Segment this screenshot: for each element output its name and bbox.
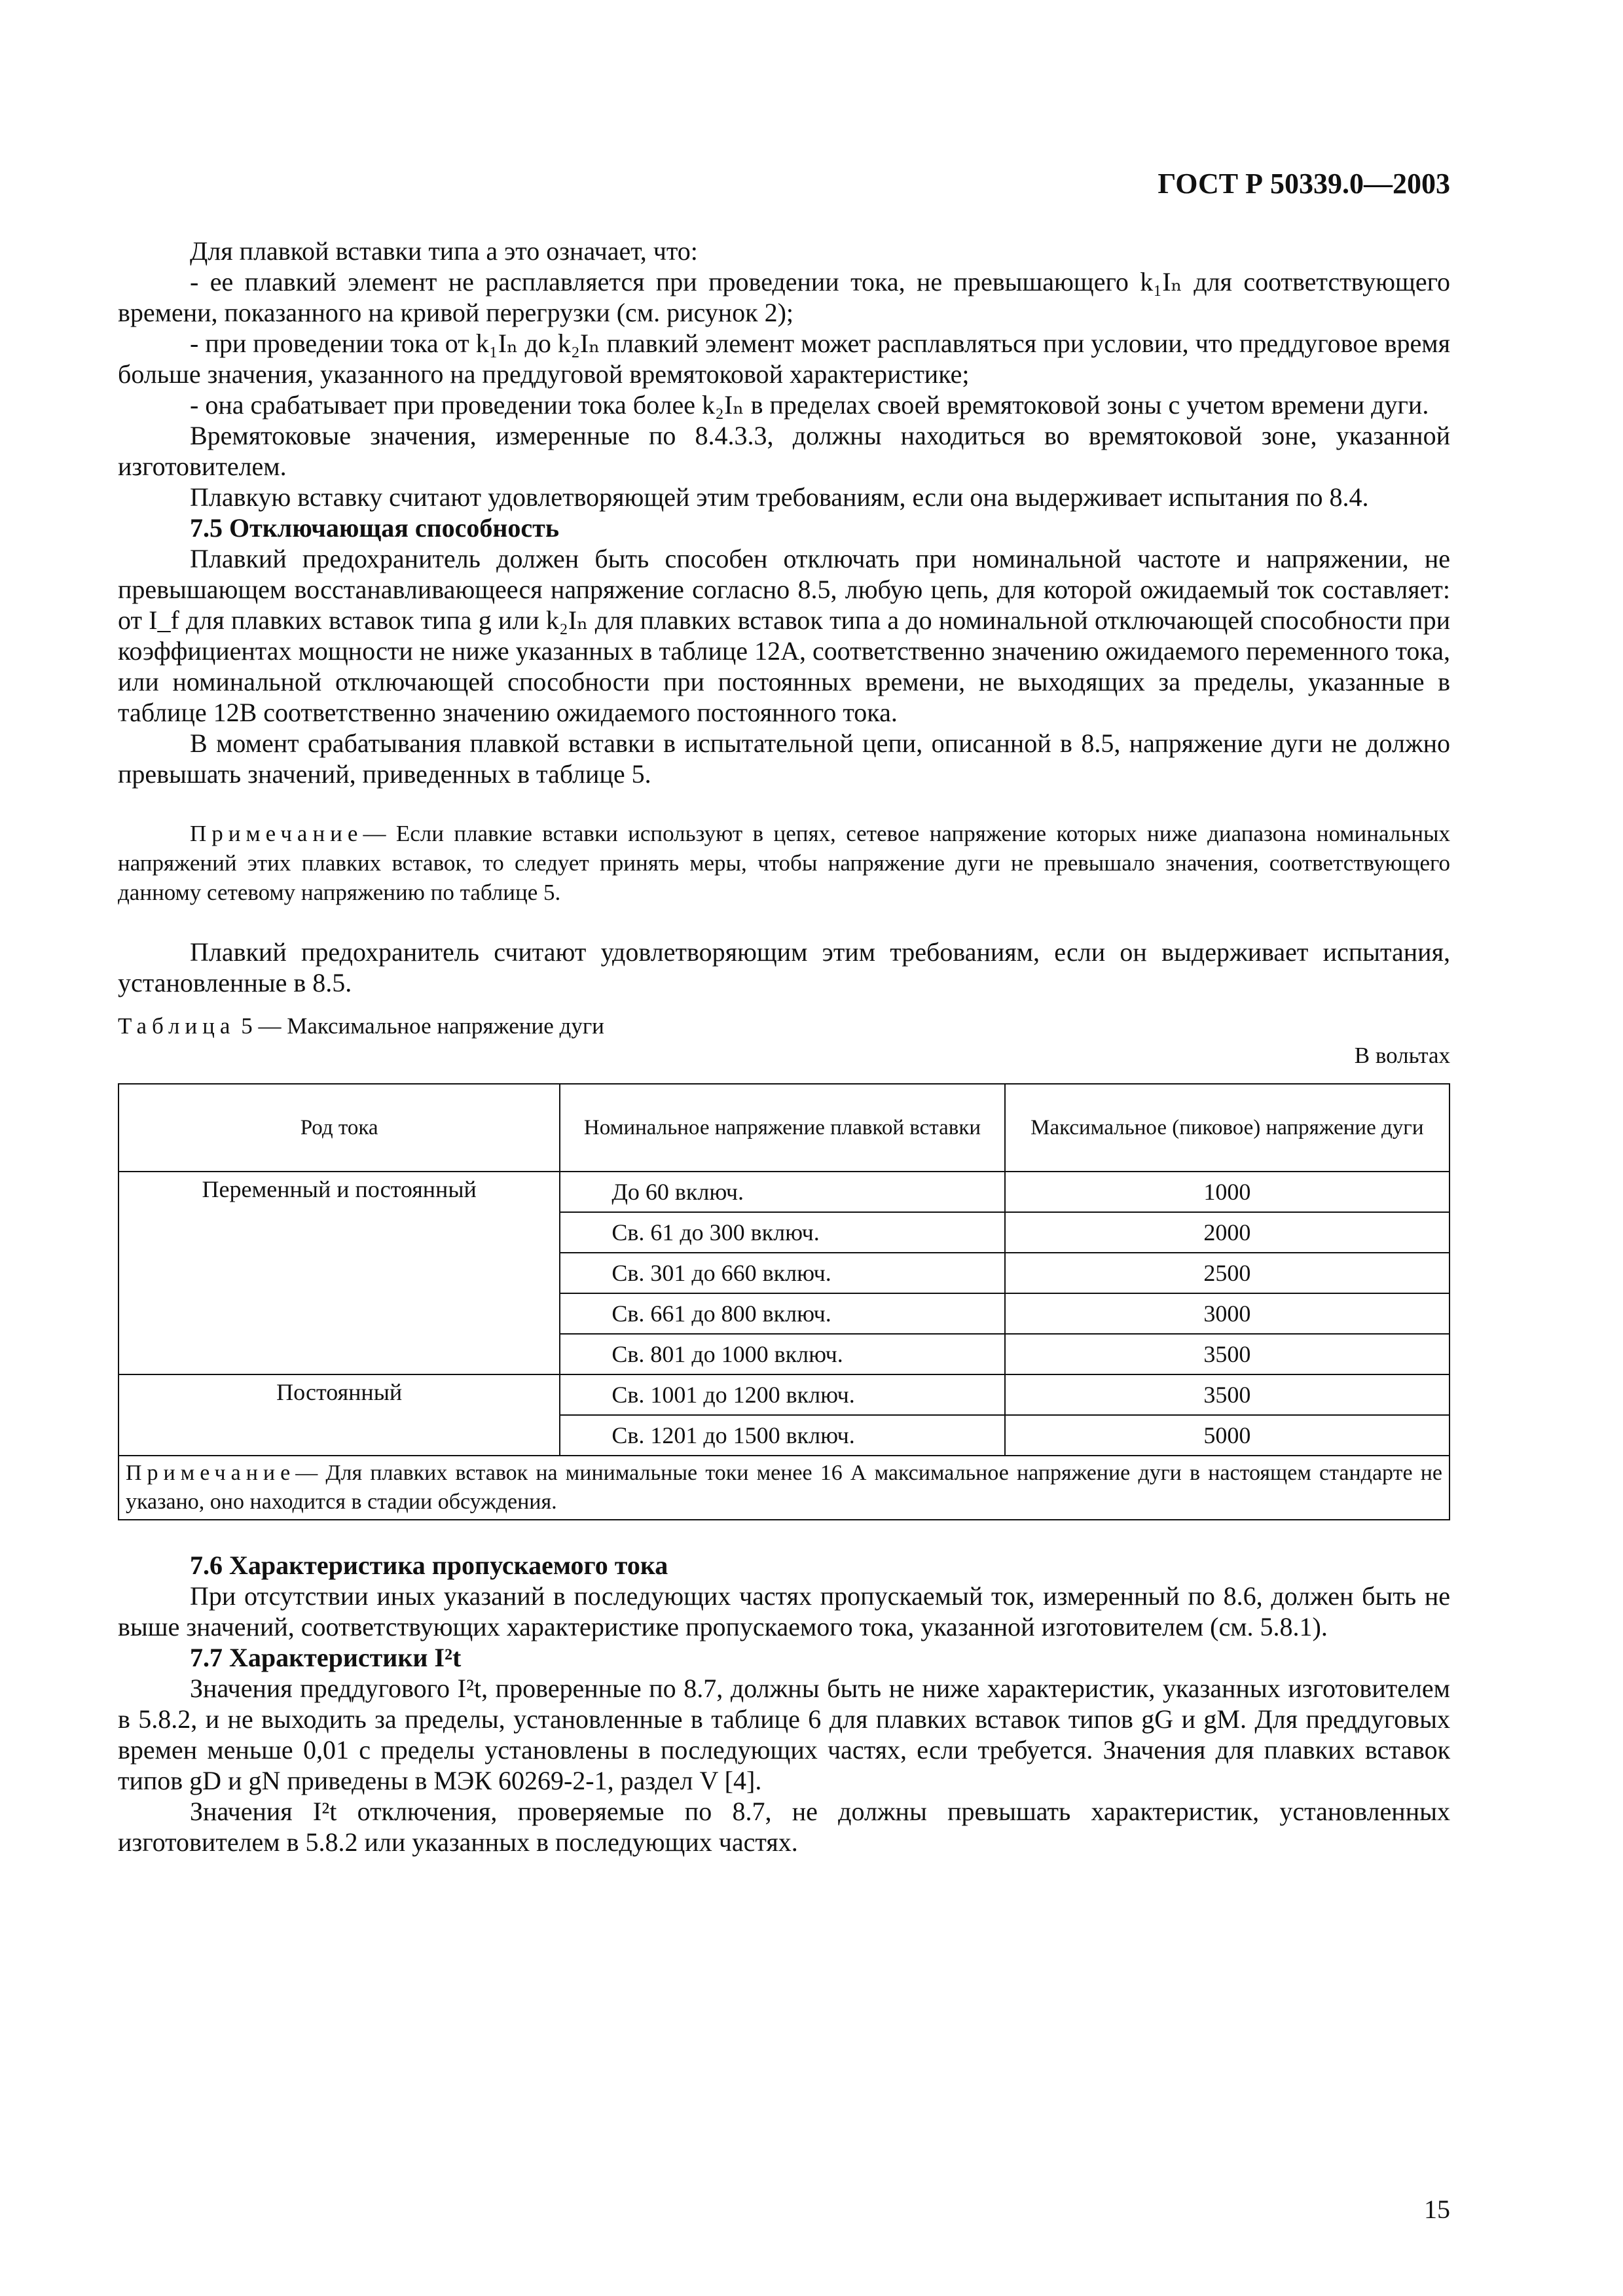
- table-cell-max: 1000: [1005, 1172, 1450, 1212]
- table-cell-max: 3500: [1005, 1374, 1450, 1415]
- table-row: [119, 1172, 1450, 1212]
- table-5: [118, 1083, 1450, 1520]
- intro-paragraph-3: Плавкую вставку считают удовлетворяющей этим требованиям, если она выдерживает испытания по 8.4.: [190, 482, 1369, 512]
- section-7-7-heading: 7.7 Характеристики I²t: [190, 1643, 462, 1672]
- table-5-units: В вольтах: [1354, 1043, 1450, 1068]
- table-cell-voltage: Св. 1201 до 1500 включ.: [560, 1415, 1004, 1456]
- table-cell-max: 2000: [1005, 1212, 1450, 1253]
- table-cell-voltage: Св. 661 до 800 включ.: [560, 1293, 1004, 1334]
- table-group-dc: Постоянный: [119, 1374, 560, 1456]
- table-cell-max: 5000: [1005, 1415, 1450, 1456]
- intro-paragraph-2: Времятоковые значения, измеренные по 8.4.3.3, должны находиться во времятоковой зоне, указанной изготовителем.: [118, 421, 1450, 481]
- table-note-label: Примечание: [126, 1461, 296, 1485]
- section-7-6-heading: 7.6 Характеристика пропускаемого тока: [190, 1551, 668, 1580]
- table-note-row: [119, 1456, 1450, 1520]
- note-text: — Если плавкие вставки используют в цепях, сетевое напряжение которых ниже диапазона номинальных напряжений этих плавких вставок, то следует принять меры, чтобы напряжение дуги не превышало значения, соответствующего данному сетевому напряжению по таблице 5.: [118, 821, 1450, 905]
- table-caption-text: 5 — Максимальное напряжение дуги: [241, 1013, 604, 1039]
- table-row: [119, 1374, 1450, 1415]
- note-label: Примечание: [190, 821, 363, 846]
- table-header-current-type: Род тока: [119, 1084, 560, 1172]
- table-header-rated-voltage: Номинальное напряжение плавкой вставки: [560, 1084, 1004, 1172]
- intro-bullet-3: - она срабатывает при проведении тока более k₂Iₙ в пределах своей времятоковой зоны с учетом времени дуги.: [190, 390, 1429, 420]
- section-7-5-paragraph-2: В момент срабатывания плавкой вставки в испытательной цепи, описанной в 8.5, напряжение дуги не должно превышать значений, приведенных в таблице 5.: [118, 728, 1450, 789]
- table-cell-voltage: Св. 1001 до 1200 включ.: [560, 1374, 1004, 1415]
- table-cell-voltage: Св. 801 до 1000 включ.: [560, 1334, 1004, 1374]
- table-note-text: — Для плавких вставок на минимальные токи менее 16 А максимальное напряжение дуги в настоящем стандарте не указано, оно находится в стадии обсуждения.: [126, 1461, 1442, 1514]
- section-7-6-paragraph-1: При отсутствии иных указаний в последующих частях пропускаемый ток, измеренный по 8.6, должен быть не выше значений, соответствующих характеристике пропускаемого тока, указанной изготовителем (см. 5.8.1).: [118, 1581, 1450, 1641]
- table-cell-max: 3500: [1005, 1334, 1450, 1374]
- section-7-7-paragraph-2: Значения I²t отключения, проверяемые по 8.7, не должны превышать характеристик, установленных изготовителем в 5.8.2 или указанных в последующих частях.: [118, 1797, 1450, 1857]
- document-code: ГОСТ Р 50339.0—2003: [1158, 168, 1450, 200]
- table-group-ac-dc: Переменный и постоянный: [119, 1172, 560, 1374]
- intro-paragraph-1: Для плавкой вставки типа a это означает, что:: [190, 236, 698, 266]
- table-cell-voltage: Св. 301 до 660 включ.: [560, 1253, 1004, 1293]
- table-header-row: [119, 1084, 1450, 1172]
- intro-bullet-2: - при проведении тока от k₁Iₙ до k₂Iₙ плавкий элемент может расплавляться при условии, что преддуговое время больше значения, указанного на преддуговой времятоковой характеристике;: [118, 329, 1450, 389]
- table-label: Таблица: [118, 1013, 236, 1039]
- page-number: 15: [1424, 2195, 1450, 2224]
- table-note: [119, 1456, 1450, 1520]
- section-7-5-heading: 7.5 Отключающая способность: [190, 513, 559, 543]
- table-header-max-arc-voltage: Максимальное (пиковое) напряжение дуги: [1005, 1084, 1450, 1172]
- section-7-5-note: [118, 819, 1450, 907]
- intro-bullet-1: - ее плавкий элемент не расплавляется при проведении тока, не превышающего k₁Iₙ для соответствующего времени, показанного на кривой перегрузки (см. рисунок 2);: [118, 267, 1450, 327]
- table-cell-max: 2500: [1005, 1253, 1450, 1293]
- table-cell-voltage: Св. 61 до 300 включ.: [560, 1212, 1004, 1253]
- section-7-5-paragraph-3: Плавкий предохранитель считают удовлетворяющим этим требованиям, если он выдерживает испытания, установленные в 8.5.: [118, 937, 1450, 997]
- page-content: [118, 157, 1450, 1857]
- section-7-5-paragraph-1: Плавкий предохранитель должен быть способен отключать при номинальной частоте и напряжении, не превышающем восстанавливающееся напряжение согласно 8.5, любую цепь, для которой ожидаемый ток составляет: от I_f для плавких вставок типа g или k₂Iₙ для плавких вставок типа a до номинальной отключающей способности при коэффициентах мощности не ниже указанных в таблице 12А, соответственно значению ожидаемого переменного тока, или номинальной отключающей способности при постоянных времени, не выходящих за пределы, указанные в таблице 12В соответственно значению ожидаемого постоянного тока.: [118, 544, 1450, 727]
- section-7-7-paragraph-1: Значения преддугового I²t, проверенные по 8.7, должны быть не ниже характеристик, указанных изготовителем в 5.8.2, и не выходить за пределы, установленные в таблице 6 для плавких вставок типов gG и gM. Для преддуговых времен меньше 0,01 с пределы установлены в последующих частях, если требуется. Значения для плавких вставок типов gD и gN приведены в МЭК 60269-2-1, раздел V [4].: [118, 1674, 1450, 1795]
- table-cell-max: 3000: [1005, 1293, 1450, 1334]
- table-cell-voltage: До 60 включ.: [560, 1172, 1004, 1212]
- table-5-caption: [118, 1011, 1450, 1041]
